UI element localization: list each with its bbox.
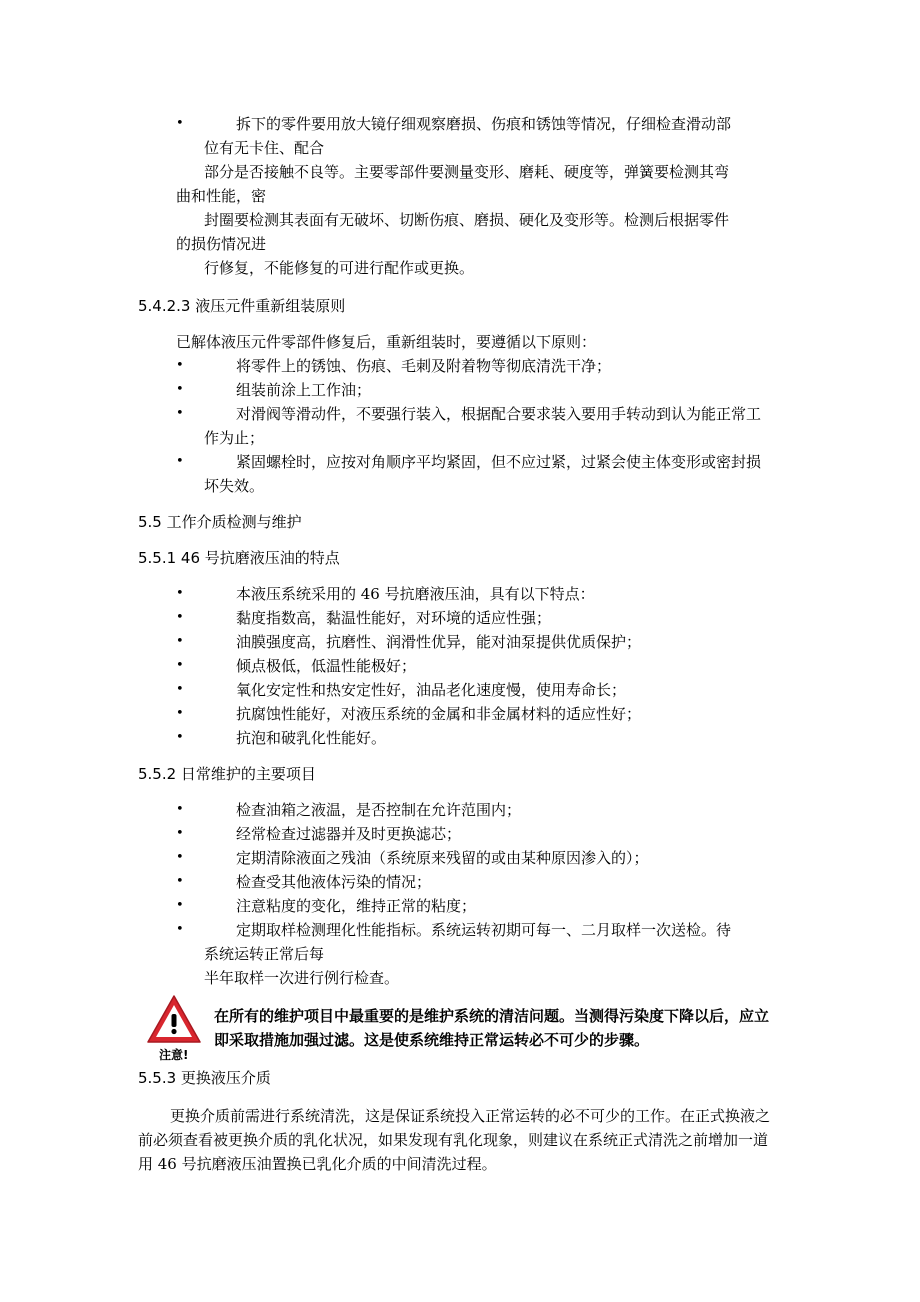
bullet-dot: •: [176, 610, 184, 625]
intro-line-3: 部分是否接触不良等。主要零部件要测量变形、磨耗、硬度等，弹簧要检测其弯: [204, 163, 730, 181]
bullet-dot: •: [176, 358, 184, 373]
bullet-dot: •: [176, 116, 184, 131]
list-item-text: 油膜强度高，抗磨性、润滑性优异，能对油泵提供优质保护；: [236, 633, 642, 651]
list-item-text: 本液压系统采用的 46 号抗磨液压油，具有以下特点：: [236, 585, 595, 603]
intro-line-4: 曲和性能，密: [176, 187, 267, 205]
list-item-text: 检查油箱之液温，是否控制在允许范围内；: [236, 801, 522, 819]
section-heading-5-5-1: 5.5.1 46 号抗磨液压油的特点: [138, 549, 340, 567]
bullet-dot: •: [176, 826, 184, 841]
bullet-dot: •: [176, 874, 184, 889]
section-paragraph-5-5-3: 更换介质前需进行系统清洗，这是保证系统投入正常运转的必不可少的工作。在正式换液之前必须查看被更换介质的乳化状况，如果发现有乳化现象，则建议在系统正式清洗之前增加一道用 46 号抗磨液压油置换已乳化介质的中间清洗过程。: [138, 1107, 771, 1173]
list-item-line-1: 定期取样检测理化性能指标。系统运转初期可每一、二月取样一次送检。待: [236, 921, 732, 939]
bullet-dot: •: [176, 406, 184, 421]
bullet-dot: •: [176, 730, 184, 745]
bullet-dot: •: [176, 922, 184, 937]
intro-line-2: 位有无卡住、配合: [204, 139, 325, 157]
list-item-text: 经常检查过滤器并及时更换滤芯；: [236, 825, 462, 843]
section-intro-5-4-2-3: 已解体液压元件零部件修复后，重新组装时，要遵循以下原则：: [176, 333, 597, 351]
list-item-line-3: 半年取样一次进行例行检查。: [204, 969, 400, 987]
intro-line-1: 拆下的零件要用放大镜仔细观察磨损、伤痕和锈蚀等情况，仔细检查滑动部: [236, 115, 732, 133]
bullet-dot: •: [176, 634, 184, 649]
list-item-text: 紧固螺栓时，应按对角顺序平均紧固，但不应过紧，过紧会使主体变形或密封损坏失效。: [204, 453, 762, 495]
list-item-text: 检查受其他液体污染的情况；: [236, 873, 432, 891]
section-heading-5-5: 5.5 工作介质检测与维护: [138, 513, 302, 531]
list-item-text: 抗泡和破乳化性能好。: [236, 729, 387, 747]
warning-text: 在所有的维护项目中最重要的是维护系统的清洁问题。当测得污染度下降以后，应立即采取措施加强过滤。这是使系统维持正常运转必不可少的步骤。: [214, 1007, 770, 1049]
warning-label: 注意!: [159, 1048, 189, 1062]
bullet-dot: •: [176, 682, 184, 697]
list-item-text: 对滑阀等滑动件，不要强行装入，根据配合要求装入要用手转动到认为能正常工作为止；: [204, 405, 762, 447]
list-item-text: 定期清除液面之残油（系统原来残留的或由某种原因渗入的）；: [236, 849, 649, 867]
bullet-dot: •: [176, 454, 184, 469]
bullet-dot: •: [176, 898, 184, 913]
bullet-dot: •: [176, 706, 184, 721]
intro-line-5: 封圈要检测其表面有无破坏、切断伤痕、磨损、硬化及变形等。检测后根据零件: [204, 211, 730, 229]
list-item-text: 组装前涂上工作油；: [236, 381, 372, 399]
bullet-dot: •: [176, 382, 184, 397]
bullet-dot: •: [176, 658, 184, 673]
intro-line-6: 的损伤情况进: [176, 235, 267, 253]
section-heading-5-5-3: 5.5.3 更换液压介质: [138, 1069, 271, 1087]
list-item-text: 将零件上的锈蚀、伤痕、毛刺及附着物等彻底清洗干净；: [236, 357, 612, 375]
bullet-dot: •: [176, 802, 184, 817]
section-heading-5-4-2-3: 5.4.2.3 液压元件重新组装原则: [138, 297, 346, 315]
intro-line-7: 行修复，不能修复的可进行配作或更换。: [204, 259, 475, 277]
list-item-text: 抗腐蚀性能好，对液压系统的金属和非金属材料的适应性好；: [236, 705, 642, 723]
list-item-line-2: 系统运转正常后每: [204, 945, 325, 963]
list-item-text: 注意粘度的变化，维持正常的粘度；: [236, 897, 477, 915]
section-heading-5-5-2: 5.5.2 日常维护的主要项目: [138, 765, 316, 783]
list-item-text: 倾点极低，低温性能极好；: [236, 657, 417, 675]
warning-triangle-icon: [146, 994, 202, 1046]
list-item-text: 黏度指数高，黏温性能好，对环境的适应性强；: [236, 609, 552, 627]
list-item-text: 氧化安定性和热安定性好，油品老化速度慢，使用寿命长；: [236, 681, 627, 699]
bullet-dot: •: [176, 586, 184, 601]
bullet-dot: •: [176, 850, 184, 865]
